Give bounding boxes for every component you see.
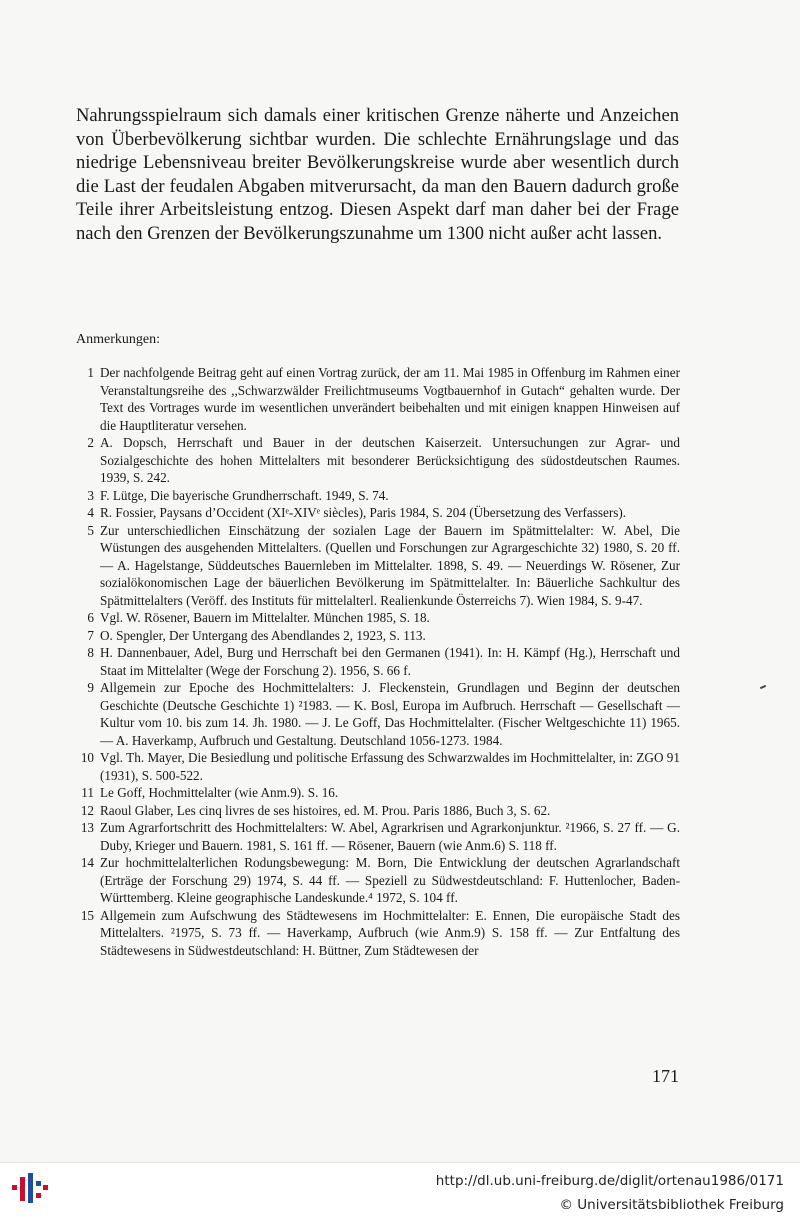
- footnote-number: 8: [87, 645, 94, 660]
- footnote-text: Le Goff, Hochmittelalter (wie Anm.9). S. 16.: [100, 785, 339, 800]
- footnote-number: 11: [81, 785, 94, 800]
- footnote-item: [76, 819, 680, 854]
- footnote-number: 9: [87, 680, 94, 695]
- footnote-item: [76, 504, 680, 522]
- footnote-text: Der nachfolgende Beitrag geht auf einen Vortrag zurück, der am 11. Mai 1985 in Offenburg im Rahmen einer Veranstaltungsreihe des ,,Schwarzwälder Freilichtmuseums Vogtbauernhof in Gutach“ gehalten wurde. Der Text des Vortrages wurde im wesentlichen unverändert beibehalten und mit einigen knappen Hinweisen auf die Hauptliteratur versehen.: [100, 365, 680, 433]
- footnote-item: [76, 854, 680, 907]
- footnote-text: Allgemein zur Epoche des Hochmittelalters: J. Fleckenstein, Grundlagen und Beginn der deutschen Geschichte (Deutsche Geschichte 1) ²1983. — K. Bosl, Europa im Aufbruch. Herrschaft — Gesellschaft — Kultur vom 10. bis zum 14. Jh. 1980. — J. Le Goff, Das Hochmittelalter. (Fischer Weltgeschichte 11) 1965. — A. Haverkamp, Aufbruch und Gestaltung. Deutschland 1056-1273. 1984.: [100, 680, 680, 748]
- footnote-item: [76, 802, 680, 820]
- footnote-text: R. Fossier, Paysans d’Occident (XIᵉ-XIVᵉ siècles), Paris 1984, S. 204 (Übersetzung des Verfassers).: [100, 505, 627, 520]
- footnote-number: 5: [87, 522, 94, 538]
- footnote-number: 12: [80, 802, 94, 818]
- footnote-number: 4: [87, 505, 94, 520]
- footnotes-list: [76, 364, 680, 959]
- page-number: 171: [652, 1066, 679, 1086]
- footnote-item: [76, 609, 680, 627]
- footnote-text: Zum Agrarfortschritt des Hochmittelalters: W. Abel, Agrarkrisen und Agrarkonjunktur. ²1966, S. 27 ff. — G. Duby, Krieger und Bauern. 1981, S. 161 ff. — Rösener, Bauern (wie Anm.6) S. 118 ff.: [100, 820, 680, 853]
- footnote-number: 14: [80, 855, 94, 870]
- footnote-text: O. Spengler, Der Untergang des Abendlandes 2, 1923, S. 113.: [100, 627, 426, 643]
- footnote-item: [76, 434, 680, 487]
- footnote-text: Raoul Glaber, Les cinq livres de ses histoires, ed. M. Prou. Paris 1886, Buch 3, S. 62.: [100, 802, 551, 818]
- scan-speck: [760, 685, 766, 689]
- footnote-text: Allgemein zum Aufschwung des Städtewesens im Hochmittelalter: E. Ennen, Die europäische Stadt des Mittelalters. ²1975, S. 73 ff. — Haverkamp, Aufbruch (wie Anm.9) S. 158 ff. — Zur Entfaltung des Städtewesens in Südwestdeutschland: H. Büttner, Zum Städtewesen der: [100, 907, 680, 958]
- body-paragraph: Nahrungsspielraum sich damals einer kritischen Grenze näherte und Anzeichen von Überbevölkerung sichtbar wurden. Die schlechte Ernährungslage und das niedrige Lebensniveau breiter Bevölkerungskreise wurde aber wesentlich durch die Last der feudalen Abgaben mitverursacht, da man den Bauern dadurch große Teile ihrer Arbeitsleistung entzog. Diesen Aspekt darf man daher bei der Frage nach den Grenzen der Bevölkerungszunahme um 1300 nicht außer acht lassen.: [76, 105, 679, 244]
- footnote-item: [76, 749, 680, 784]
- footnote-number: 3: [87, 487, 94, 503]
- footnote-text: Vgl. W. Rösener, Bauern im Mittelalter. München 1985, S. 18.: [100, 610, 430, 625]
- library-logo-icon[interactable]: [10, 1171, 50, 1211]
- footnote-text: Vgl. Th. Mayer, Die Besiedlung und politische Erfassung des Schwarzwaldes im Hochmittelalter, in: ZGO 91 (1931), S. 500-522.: [100, 750, 680, 783]
- viewer-footer: [0, 1162, 800, 1221]
- footnote-item: [76, 784, 680, 802]
- footnote-number: 10: [80, 750, 94, 765]
- footnote-item: [76, 907, 680, 960]
- footnote-item: [76, 522, 680, 610]
- footnote-number: 13: [80, 820, 94, 835]
- footnote-number: 15: [80, 907, 94, 923]
- footnote-number: 2: [87, 435, 94, 450]
- footnote-number: 1: [87, 365, 94, 380]
- footnote-number: 7: [87, 627, 94, 643]
- permalink-url[interactable]: http://dl.ub.uni-freiburg.de/diglit/ortenau1986/0171: [435, 1173, 784, 1189]
- footnote-text: Zur unterschiedlichen Einschätzung der sozialen Lage der Bauern im Spätmittelalter: W. Abel, Die Wüstungen des ausgehenden Mittelalters. (Quellen und Forschungen zur Agrargeschichte 32) 1980, S. 20 ff. — A. Hagelstange, Süddeutsches Bauernleben im Mittelalter. 1898, S. 49. — Neuerdings W. Rösener, Zur sozialökonomischen Lage der bäuerlichen Bevölkerung im Spätmittelalter. In: Bäuerliche Sachkultur des Spätmittelalters (Veröff. des Instituts für mittelalterl. Realienkunde Österreichs 7). Wien 1984, S. 9-47.: [100, 522, 680, 608]
- footnote-item: [76, 644, 680, 679]
- footnote-text: A. Dopsch, Herrschaft und Bauer in der deutschen Kaiserzeit. Untersuchungen zur Agrar- und Sozialgeschichte des hohen Mittelalters mit besonderer Berücksichtigung des südostdeutschen Raumes. 1939, S. 242.: [100, 435, 680, 485]
- footnote-number: 6: [87, 610, 94, 625]
- copyright-notice: © Universitätsbibliothek Freiburg: [559, 1197, 784, 1213]
- footnote-item: [76, 679, 680, 749]
- notes-heading: Anmerkungen:: [76, 332, 160, 347]
- footnote-text: F. Lütge, Die bayerische Grundherrschaft. 1949, S. 74.: [100, 487, 389, 503]
- footnote-item: [76, 627, 680, 645]
- footnote-item: [76, 364, 680, 434]
- footnote-item: [76, 487, 680, 505]
- footnote-text: H. Dannenbauer, Adel, Burg und Herrschaft bei den Germanen (1941). In: H. Kämpf (Hg.), Herrschaft und Staat im Mittelalter (Wege der Forschung 2). 1956, S. 66 f.: [100, 645, 680, 678]
- footnote-text: Zur hochmittelalterlichen Rodungsbewegung: M. Born, Die Entwicklung der deutschen Agrarlandschaft (Erträge der Forschung 29) 1974, S. 44 ff. — Speziell zu Südwestdeutschland: F. Huttenlocher, Baden-Württemberg. Kleine geographische Landeskunde.⁴ 1972, S. 104 ff.: [100, 855, 680, 905]
